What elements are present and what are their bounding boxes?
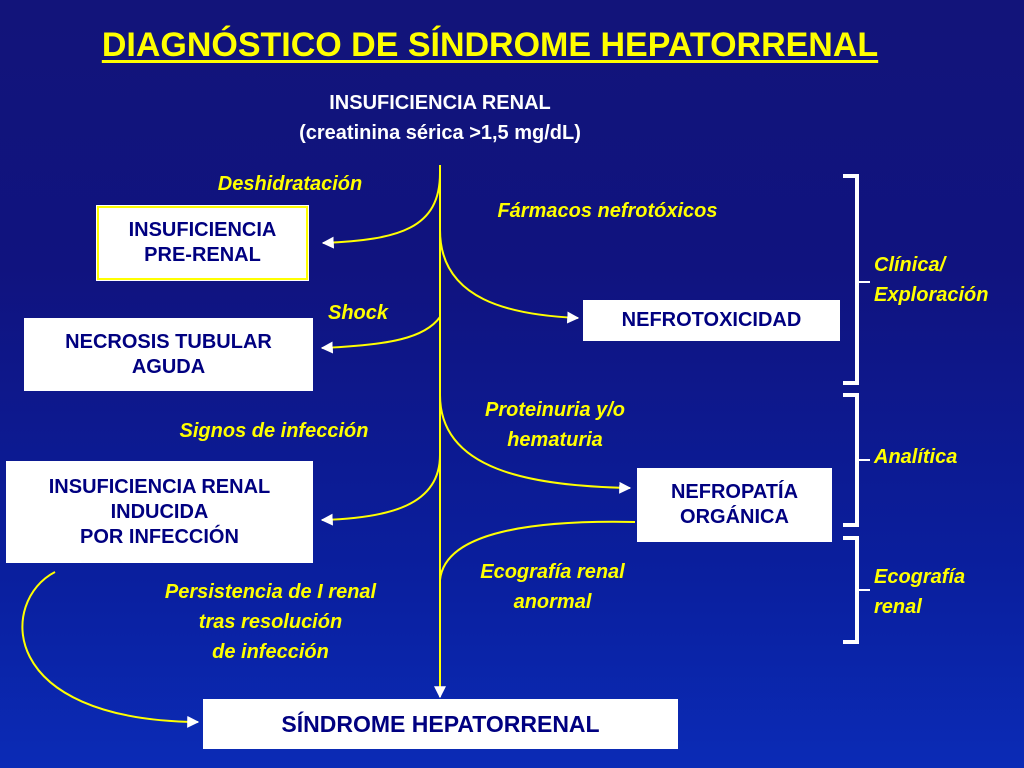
node-infeccion-line1: INSUFICIENCIA RENAL <box>48 475 271 498</box>
node-insuficiencia-prerenal <box>97 206 308 280</box>
bracket-ecografia <box>843 538 857 642</box>
node-nefrotoxicidad-label: NEFROTOXICIDAD <box>621 309 802 331</box>
page-title: DIAGNÓSTICO DE SÍNDROME HEPATORRENAL <box>101 26 879 64</box>
node-nefropatia-organica <box>637 468 832 542</box>
bracket-label-clinica <box>874 250 1020 310</box>
bracket-label-ecografia <box>874 562 1004 622</box>
edge-infeccion <box>322 455 440 520</box>
label-deshidratacion: Deshidratación <box>217 173 363 195</box>
node-nefrotoxicidad <box>583 300 840 341</box>
label-ecografia-anormal-line2: anormal <box>513 591 592 613</box>
bracket-label-analitica: Analítica <box>874 446 958 468</box>
label-persistencia-line3: de infección <box>212 641 329 663</box>
label-proteinuria-line2: hematuria <box>507 429 603 451</box>
label-persistencia-line2: tras resolución <box>198 611 343 633</box>
bracket-clinica <box>843 176 857 383</box>
node-necrosis-tubular-aguda <box>24 318 313 391</box>
node-necrosis-line1: NECROSIS TUBULAR <box>65 330 272 353</box>
bracket-label-ecografia-line2: renal <box>874 596 922 618</box>
node-nefropatia-line2: ORGÁNICA <box>680 506 789 528</box>
bracket-label-clinica-line1: Clínica/ <box>874 254 946 276</box>
node-infeccion-line2: INDUCIDA <box>110 500 209 523</box>
label-ecografia-anormal-line1: Ecografía renal <box>480 561 625 583</box>
node-hepatorrenal-label: SÍNDROME HEPATORRENAL <box>281 710 600 737</box>
top-node-line1: INSUFICIENCIA RENAL <box>329 92 551 114</box>
label-persistencia <box>118 577 423 667</box>
label-proteinuria <box>440 395 670 455</box>
node-insuficiencia-renal-infeccion <box>6 461 313 563</box>
label-farmacos-nefrotoxicos: Fármacos nefrotóxicos <box>497 200 718 222</box>
node-infeccion-line3: POR INFECCIÓN <box>80 525 239 548</box>
label-ecografia-anormal <box>440 557 665 617</box>
node-necrosis-line2: AGUDA <box>131 355 206 378</box>
node-sindrome-hepatorrenal <box>203 699 678 749</box>
top-node-line2: (creatinina sérica >1,5 mg/dL) <box>299 122 581 144</box>
label-shock: Shock <box>327 302 389 324</box>
bracket-label-ecografia-line1: Ecografía <box>874 566 966 588</box>
node-nefropatia-line1: NEFROPATÍA <box>670 481 799 503</box>
edge-nefrotoxicidad <box>440 230 578 318</box>
bracket-label-clinica-line2: Exploración <box>874 284 989 306</box>
label-signos-infeccion: Signos de infección <box>179 420 369 442</box>
label-proteinuria-line1: Proteinuria y/o <box>484 399 626 421</box>
node-prerenal-line1: INSUFICIENCIA <box>128 219 277 241</box>
bracket-analitica <box>843 395 857 525</box>
label-persistencia-line1: Persistencia de I renal <box>164 581 377 603</box>
node-prerenal-line2: PRE-RENAL <box>144 244 261 266</box>
